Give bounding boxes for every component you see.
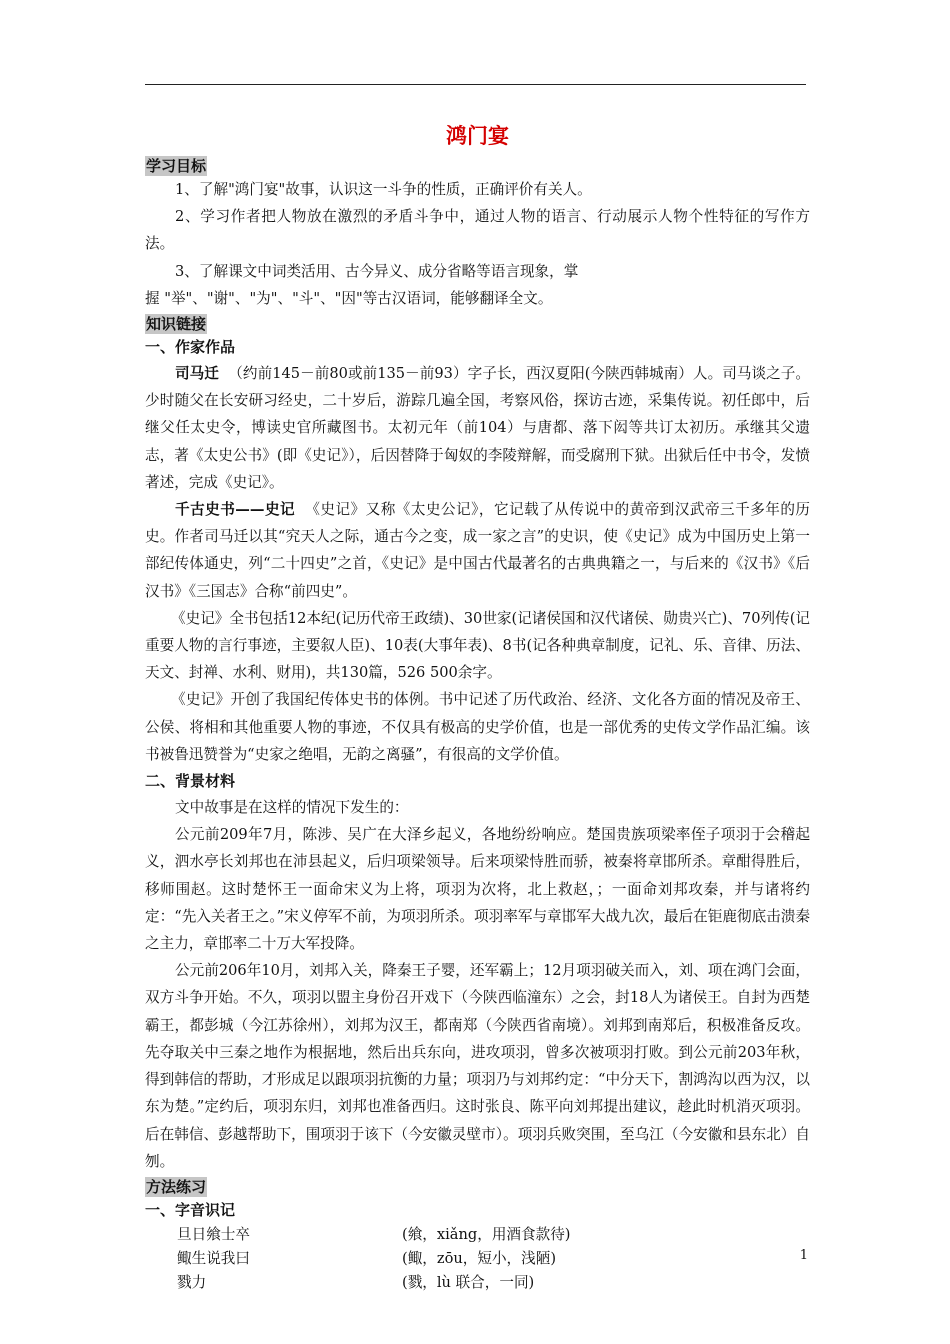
practice-section xyxy=(145,1175,810,1295)
goal-item-3: 3、了解课文中词类活用、古今异义、成分省略等语言现象，掌 xyxy=(175,262,579,280)
book-name: 千古史书——史记 xyxy=(175,501,296,519)
goal-item-1: 1、了解"鸿门宴"故事，认识这一斗争的性质，正确评价有关人。 xyxy=(175,181,592,198)
practice-tag: 方法练习 xyxy=(146,1177,207,1196)
vocab-word: 戮力 xyxy=(177,1273,207,1291)
vocab-row xyxy=(177,1223,810,1247)
header-rule xyxy=(145,84,806,85)
vocab-note: (鲰，zōu，短小，浅陋) xyxy=(402,1249,557,1267)
author-name: 司马迁 xyxy=(175,365,219,383)
background-paragraph-1: 公元前209年7月，陈涉、吴广在大泽乡起义，各地纷纷响应。楚国贵族项梁率侄子项羽于会稽起义，泗水亭长刘邦也在沛县起义，后归项梁领导。后来项梁恃胜而骄，被秦将章邯所杀。章酣得胜后，移师围赵。这时楚怀王一面命宋义为上将，项羽为次将，北上救赵，；一面命刘邦攻秦，并与诸将约定：“先入关者王之。”宋义停军不前，为项羽所杀。项羽率军与章邯军大战九次，最后在钜鹿彻底击溃秦之主力，章邯率二十万大军投降。 xyxy=(145,826,810,953)
vocab-row xyxy=(177,1271,810,1295)
vocab-word: 旦日飨士卒 xyxy=(177,1225,250,1243)
goal-item-3-continued: 握 "举"、"谢"、"为"、"斗"、"因"等古汉语词，能够翻译全文。 xyxy=(145,289,553,307)
background-heading: 二、背景材料 xyxy=(145,772,236,791)
knowledge-section xyxy=(145,312,810,1175)
vocab-note: (戮，lù 联合，一同) xyxy=(402,1273,535,1291)
book-text: 《史记》又称《太史公记》，它记载了从传说中的黄帝到汉武帝三千多年的历史。作者司马迁以其“究天人之际，通古今之变，成一家之言”的史识，使《史记》成为中国历史上第一部纪传体通史，列“二十四史”之首，《史记》是中国古代最著名的古典典籍之一，与后来的《汉书》《后汉书》《三国志》合称“前四史”。 xyxy=(145,501,810,600)
background-paragraph-2: 公元前206年10月，刘邦入关，降秦王子婴，还军霸上；12月项羽破关而入，刘、项在鸿门会面，双方斗争开始。不久，项羽以盟主身份召开戏下（今陕西临潼东）之会，封18人为诸侯王。自封为西楚霸王，都彭城（今江苏徐州），刘邦为汉王，都南郑（今陕西省南境）。刘邦到南郑后，积极准备反攻。先夺取关中三秦之地作为根据地，然后出兵东向，进攻项羽，曾多次被项羽打败。到公元前203年秋，得到韩信的帮助，才形成足以跟项羽抗衡的力量；项羽乃与刘邦约定：“中分天下，割鸿沟以西为汉，以东为楚。”定约后，项羽东归，刘邦也准备西归。这时张良、陈平向刘邦提出建议，趁此时机消灭项羽。后在韩信、彭越帮助下，围项羽于该下（今安徽灵壁市）。项羽兵败突围，至乌江（今安徽和县东北）自刎。 xyxy=(145,962,810,1170)
significance-paragraph: 《史记》开创了我国纪传体史书的体例。书中记述了历代政治、经济、文化各方面的情况及帝王、公侯、将相和其他重要人物的事迹，不仅具有极高的史学价值，也是一部优秀的史传文学作品汇编。该书被鲁迅赞誉为“史家之绝唱，无韵之离骚”，有很高的文学价值。 xyxy=(145,691,810,763)
structure-paragraph: 《史记》全书包括12本纪(记历代帝王政绩)、30世家(记诸侯国和汉代诸侯、勋贵兴亡)、70列传(记重要人物的言行事迹，主要叙人臣)、10表(大事年表)、8书(记各种典章制度，记礼、乐、音律、历法、天文、封禅、水利、财用)，共130篇，526 500余字。 xyxy=(145,609,810,682)
background-intro: 文中故事是在这样的情况下发生的： xyxy=(175,799,409,817)
author-text: （约前145－前80或前135－前93）字子长，西汉夏阳(今陕西韩城南）人。司马谈之子。少时随父在长安研习经史，二十岁后，游踪几遍全国，考察风俗，探访古迹，采集传说。初任郎中，后继父任太史令，博读史官所藏图书。太初元年（前104）与唐都、落下闳等共订太初历。承继其父遗志，著《太史公书》(即《史记》），后因替降于匈奴的李陵辩解，而受腐刑下狱。出狱后任中书令，发愤著述，完成《史记》。 xyxy=(145,365,810,491)
vocab-note: (飨，xiǎng，用酒食款待) xyxy=(402,1225,571,1243)
vocab-list xyxy=(177,1223,810,1295)
author-heading: 一、作家作品 xyxy=(145,338,236,357)
goal-item-2: 2、学习作者把人物放在激烈的矛盾斗争中，通过人物的语言、行动展示人物个性特征的写作方法。 xyxy=(145,208,810,253)
goals-tag: 学习目标 xyxy=(146,157,207,175)
knowledge-tag: 知识链接 xyxy=(146,315,207,334)
book-paragraph xyxy=(145,496,810,605)
goals-section xyxy=(145,154,810,312)
page-number: 1 xyxy=(799,1248,808,1263)
vocab-word: 鲰生说我曰 xyxy=(177,1249,250,1267)
author-paragraph xyxy=(145,360,810,496)
vocab-row xyxy=(177,1247,810,1271)
document-content xyxy=(145,118,810,1295)
document-title: 鸿门宴 xyxy=(446,124,509,148)
pronunciation-heading: 一、字音识记 xyxy=(145,1200,236,1219)
